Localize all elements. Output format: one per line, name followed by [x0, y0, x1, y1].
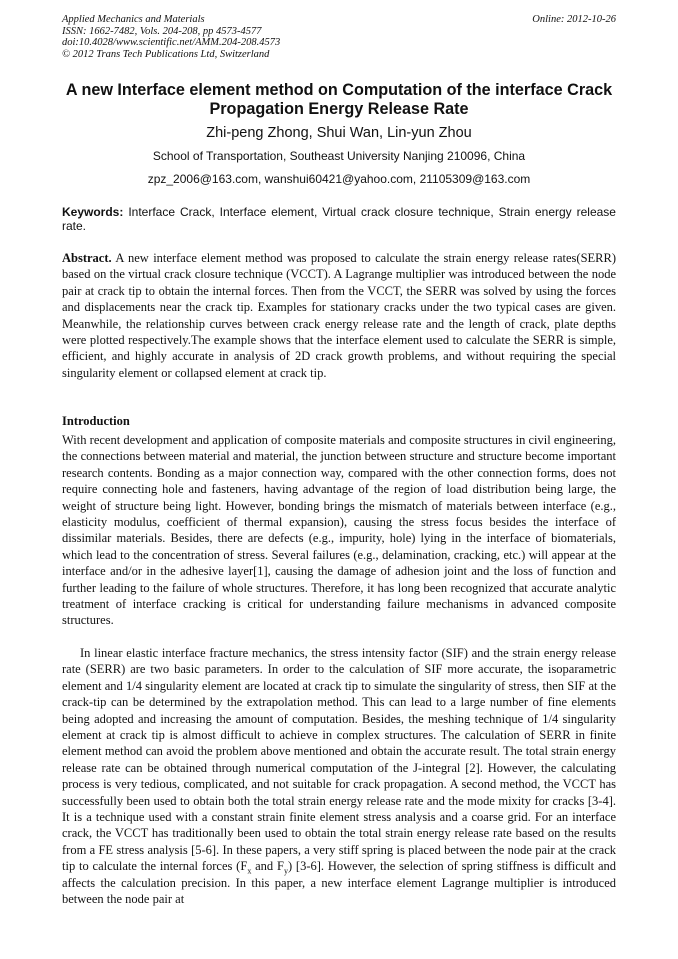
- para2-text-b: and F: [251, 859, 284, 874]
- subscript-y: y: [283, 866, 288, 876]
- abstract-text: A new interface element method was proposed to calculate the strain energy release rates(SERR) based on the virtual crack closure technique (VCCT). A Lagrange multiplier was introduced between the node pair at crack tip to obtain the internal forces. Then from the VCCT, the SERR was solved by using the forces and displacements near the crack tip. Examples for stationary cracks under the two typical cases are given. Meanwhile, the relationship curves between crack energy release rate and the length of crack, plate depths were plotted respectively.The example shows that the interface element used to calculate the SERR is simple, efficient, and highly accurate in analysis of 2D crack growth problems, and without requiring the special singularity element or collapsed element at crack tip.: [62, 251, 617, 380]
- subscript-x: x: [247, 866, 252, 876]
- keywords-label: Keywords:: [62, 205, 124, 219]
- abstract-label: Abstract.: [62, 251, 112, 265]
- authors: Zhi-peng Zhong, Shui Wan, Lin-yun Zhou: [206, 125, 472, 141]
- doi-line: doi:10.4028/www.scientific.net/AMM.204-208.4573: [62, 37, 281, 48]
- online-date: Online: 2012-10-26: [532, 14, 616, 25]
- journal-name: Applied Mechanics and Materials: [62, 14, 205, 25]
- introduction-paragraph-1: With recent development and application of composite materials and composite structures in civil engineering, the connections between material and material, the junction between structure and structure become important research contents. Bonding as a major connection way, compared with the other connection forms, does not require connecting hole and fasteners, having advantage of the region of load distribution being large, the weight of structure being light. However, bonding brings the mismatch of materials between interface (e.g., elasticity modulus, coefficient of thermal expansion), causing the stress focus besides the interface of dissimilar materials. Besides, there are defects (e.g., impurity, hole) lying in the interface of biomaterials, which lead to the concentration of stress. Several failures (e.g., delamination, cracking, etc.) will appear at the interface and/or in the adhesive layer[1], causing the damage of adhesion joint and the loss of function and further leading to the failure of whole structures. Therefore, it has long been recognized that accurate analytic treatment of interface cracking is critical for understanding failure mechanisms in advanced composite structures.: [62, 433, 616, 628]
- paper-title: A new Interface element method on Computation of the interface Crack Propagation Energy Release Rate: [65, 81, 613, 118]
- journal-header: [62, 14, 616, 60]
- para2-text-c: ) [3-6]. However, the selection of spring stiffness is difficult and affects the calculation precision. In this paper, a new interface element Lagrange multiplier is introduced between the node pair at: [62, 859, 616, 907]
- affiliation: School of Transportation, Southeast University Nanjing 210096, China: [152, 149, 526, 163]
- keywords-text: Interface Crack, Interface element, Virtual crack closure technique, Strain energy release rate.: [62, 205, 616, 233]
- para2-text-a: In linear elastic interface fracture mechanics, the stress intensity factor (SIF) and the strain energy release rate (SERR) are two basic parameters. In order to the calculation of SIF more accurate, the isoparametric element and 1/4 singularity element are located at crack tip to simulate the singularity of stress, then SIF at the crack-tip can be determined by the extrapolation method. This can lead to a large number of fine elements being adopted and increasing the amount of computation. Besides, the meshing technique of 1/4 singularity element at crack tip is almost difficult to achieve in complex structures. The calculation of SERR in finite element method can avoid the problem above mentioned and obtain the accurate result. The total strain energy release rate can be obtained through numerical computation of the J-integral [2]. However, the calculating process is very tedious, complicated, and not suitable for crack propagation. A second method, the VCCT has successfully been used to obtain both the total strain energy release rate and the mode mixity for cracks [3-4]. It is a technique used with a constant strain finite element stress analysis and a coarse grid. For an interface crack, the VCCT has traditionally been used to obtain the total strain energy release rate based on the results from a FE stress analysis [5-6]. In these papers, a very stiff spring is placed between the node pair at the crack tip to calculate the internal forces (F: [62, 646, 616, 874]
- author-emails: zpz_2006@163.com, wanshui60421@yahoo.com, 21105309@163.com: [147, 172, 531, 186]
- issn-line: ISSN: 1662-7482, Vols. 204-208, pp 4573-4577: [62, 25, 262, 37]
- introduction-heading: Introduction: [62, 414, 130, 428]
- copyright-line: © 2012 Trans Tech Publications Ltd, Switzerland: [62, 48, 270, 60]
- keywords-section: [62, 205, 616, 233]
- introduction-paragraph-2: [62, 645, 616, 908]
- abstract-section: [62, 250, 616, 381]
